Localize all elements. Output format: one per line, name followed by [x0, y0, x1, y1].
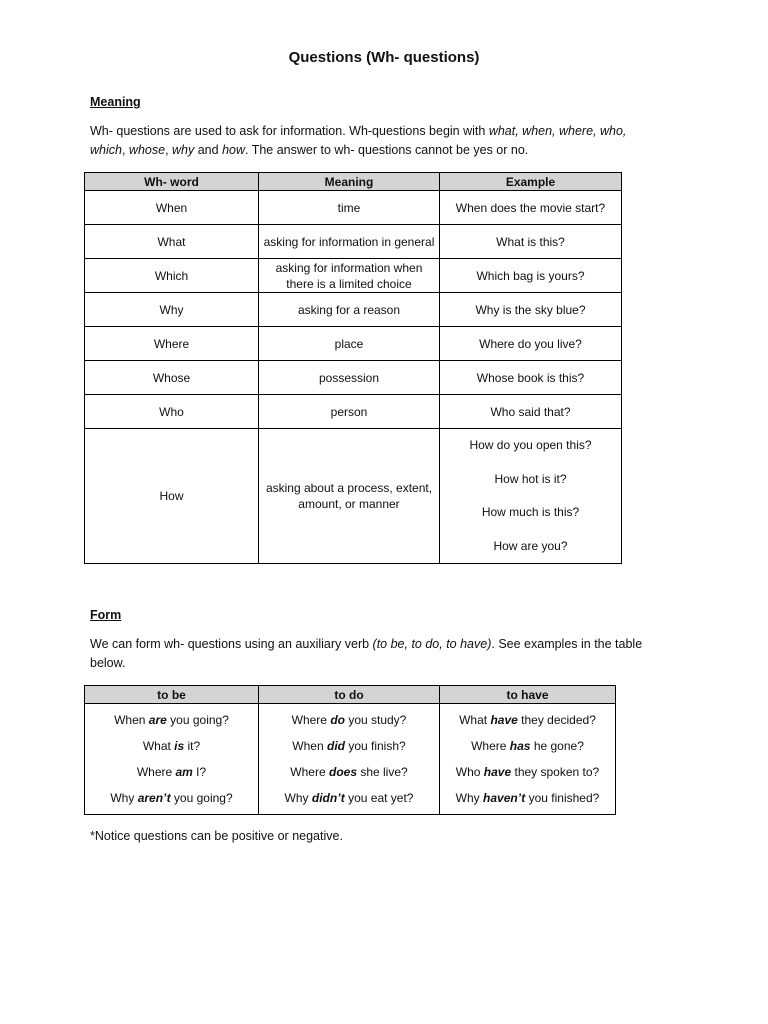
example-question: [263, 707, 435, 733]
wh-word-cell: Whose: [85, 361, 259, 395]
footnote: *Notice questions can be positive or negative.: [90, 829, 343, 843]
italic-term: (to be, to do, to have): [372, 637, 492, 651]
table-row: [85, 361, 622, 395]
text-run: ,: [121, 143, 129, 157]
meaning-cell: asking for a reason: [259, 293, 440, 327]
example-sentence: Who said that?: [490, 404, 571, 419]
to-do-examples: [259, 704, 440, 815]
question-end: you finish?: [344, 739, 406, 753]
form-intro-paragraph: [90, 635, 650, 673]
wh-word-cell: How: [85, 429, 259, 564]
question-start: What: [142, 739, 175, 753]
question-start: When: [292, 739, 327, 753]
question-start: What: [459, 713, 491, 727]
question-start: Why: [284, 791, 312, 805]
example-question: [444, 785, 611, 811]
example-sentence: How hot is it?: [494, 471, 567, 486]
example-cell: [440, 225, 622, 259]
example-cell: [440, 395, 622, 429]
auxiliary-verb: do: [330, 713, 345, 727]
header-to-have: to have: [440, 686, 616, 704]
example-cell: [440, 327, 622, 361]
question-end: you finished?: [525, 791, 600, 805]
auxiliary-verb: are: [148, 713, 167, 727]
table-row: [85, 259, 622, 293]
example-question: [89, 733, 254, 759]
text-run: and: [194, 143, 223, 157]
question-end: you going?: [170, 791, 233, 805]
auxiliary-verb-table: [84, 685, 616, 815]
wh-word-cell: Who: [85, 395, 259, 429]
header-to-be: to be: [85, 686, 259, 704]
question-start: Why: [110, 791, 138, 805]
form-heading: Form: [90, 608, 122, 622]
meaning-cell: time: [259, 191, 440, 225]
header-example: Example: [440, 173, 622, 191]
auxiliary-verb: am: [175, 765, 193, 779]
example-sentence: When does the movie start?: [455, 200, 606, 215]
auxiliary-verb: aren’t: [137, 791, 171, 805]
meaning-heading: Meaning: [90, 95, 141, 109]
meaning-cell: place: [259, 327, 440, 361]
auxiliary-verb: have: [483, 765, 512, 779]
example-sentence: How do you open this?: [469, 438, 592, 452]
to-be-examples: [85, 704, 259, 815]
auxiliary-verb: haven’t: [483, 791, 526, 805]
italic-term: why: [172, 143, 195, 157]
example-question: [89, 707, 254, 733]
question-end: you study?: [344, 713, 407, 727]
text-run: . The answer to wh- questions cannot be yes or no.: [245, 143, 529, 157]
meaning-cell: asking about a process, extent, amount, or manner: [259, 429, 440, 564]
example-sentence: Where do you live?: [479, 336, 582, 351]
auxiliary-verb: does: [328, 765, 357, 779]
table-row: [85, 327, 622, 361]
example-cell: [440, 191, 622, 225]
to-have-examples: [440, 704, 616, 815]
question-start: Where: [136, 765, 176, 779]
header-meaning: Meaning: [259, 173, 440, 191]
auxiliary-verb: did: [326, 739, 345, 753]
table-row: [85, 293, 622, 327]
wh-word-cell: Why: [85, 293, 259, 327]
wh-word-cell: Where: [85, 327, 259, 361]
example-question: [89, 759, 254, 785]
example-question: [263, 785, 435, 811]
question-end: they decided?: [517, 713, 596, 727]
question-end: he gone?: [530, 739, 584, 753]
wh-word-table: [84, 172, 622, 564]
table-row: [85, 429, 622, 564]
question-end: you going?: [166, 713, 229, 727]
page-title: Questions (Wh- questions): [288, 49, 480, 66]
text-run: We can form wh- questions using an auxiliary verb: [90, 637, 373, 651]
question-start: Where: [471, 739, 510, 753]
question-start: Why: [455, 791, 484, 805]
auxiliary-verb: has: [509, 739, 531, 753]
meaning-cell: person: [259, 395, 440, 429]
example-question: [263, 759, 435, 785]
question-start: Who: [455, 765, 484, 779]
question-start: Where: [291, 713, 331, 727]
question-start: Where: [290, 765, 329, 779]
wh-word-cell: Which: [85, 259, 259, 293]
meaning-cell: asking for information when there is a limited choice: [259, 259, 440, 293]
question-end: I?: [192, 765, 207, 779]
meaning-cell: possession: [259, 361, 440, 395]
question-end: you eat yet?: [344, 791, 414, 805]
italic-term: whose: [128, 143, 166, 157]
table-header-row: [85, 686, 616, 704]
example-question: [444, 707, 611, 733]
italic-term: what, when, where, who, which: [90, 124, 627, 157]
italic-term: how: [222, 143, 245, 157]
example-sentence: Which bag is yours?: [476, 268, 585, 283]
form-examples-row: [85, 704, 616, 815]
example-cell: [440, 259, 622, 293]
example-cell: [440, 293, 622, 327]
example-question: [444, 759, 611, 785]
auxiliary-verb: have: [490, 713, 518, 727]
auxiliary-verb: is: [174, 739, 185, 753]
question-start: When: [114, 713, 149, 727]
text-run: Wh- questions are used to ask for information. Wh-questions begin with: [90, 124, 489, 138]
wh-word-cell: When: [85, 191, 259, 225]
example-cell: [440, 361, 622, 395]
question-end: they spoken to?: [511, 765, 600, 779]
table-row: [85, 225, 622, 259]
table-row: [85, 395, 622, 429]
meaning-cell: asking for information in general: [259, 225, 440, 259]
example-cell: [440, 429, 622, 564]
example-sentence: Why is the sky blue?: [475, 302, 586, 317]
example-sentence: How much is this?: [481, 505, 580, 519]
header-to-do: to do: [259, 686, 440, 704]
example-question: [263, 733, 435, 759]
example-sentence: How are you?: [493, 538, 568, 553]
text-run: . See examples in the table below.: [90, 637, 643, 670]
example-sentence: What is this?: [496, 234, 565, 249]
example-question: [444, 733, 611, 759]
text-run: ,: [165, 143, 173, 157]
question-end: it?: [184, 739, 201, 753]
example-sentence: Whose book is this?: [476, 370, 585, 385]
example-question: [89, 785, 254, 811]
wh-word-cell: What: [85, 225, 259, 259]
auxiliary-verb: didn’t: [311, 791, 345, 805]
header-wh-word: Wh- word: [85, 173, 259, 191]
table-header-row: [85, 173, 622, 191]
meaning-intro-paragraph: [90, 122, 650, 160]
question-end: she live?: [357, 765, 408, 779]
table-row: [85, 191, 622, 225]
